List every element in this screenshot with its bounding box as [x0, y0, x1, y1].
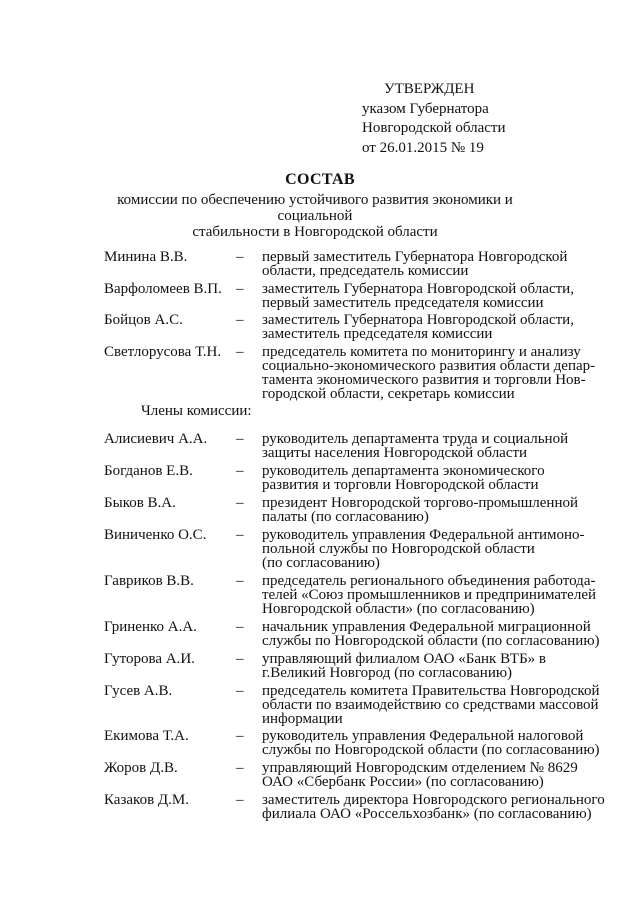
member-role	[262, 528, 607, 570]
dash: –	[236, 792, 244, 808]
member-name: Быков В.А.	[104, 495, 176, 511]
dash: –	[236, 312, 244, 328]
approval-line: Новгородской области	[362, 120, 506, 136]
role-line: службы по Новгородской области (по согласованию)	[262, 742, 600, 758]
dash: –	[236, 728, 244, 744]
member-role	[262, 652, 607, 680]
member-name: Алисиевич А.А.	[104, 431, 208, 447]
role-line: палаты (по согласованию)	[262, 509, 429, 525]
role-line: председатель регионального объединения работода-	[262, 573, 596, 589]
role-line: г.Великий Новгород (по согласованию)	[262, 665, 513, 681]
role-line: управляющий Новгородским отделением № 8629	[262, 760, 578, 776]
dash: –	[236, 683, 244, 699]
member-role	[262, 761, 607, 789]
dash: –	[236, 463, 244, 479]
role-line: Новгородской области» (по согласованию)	[262, 601, 535, 617]
role-line: руководитель управления Федеральной налоговой	[262, 728, 584, 744]
role-line: области по взаимодействию со средствами массовой	[262, 697, 599, 713]
role-line: начальник управления Федеральной миграционной	[262, 619, 591, 635]
role-line: управляющий филиалом ОАО «Банк ВТБ» в	[262, 651, 547, 667]
member-role	[262, 620, 607, 648]
role-line: филиала ОАО «Россельхозбанк» (по согласованию)	[262, 806, 592, 822]
subtitle-line: комиссии по обеспечению устойчивого развития экономики и социальной	[117, 192, 513, 224]
role-line: председатель комитета по мониторингу и анализу	[262, 344, 581, 360]
member-name: Екимова Т.А.	[104, 728, 189, 744]
role-line: тамента экономического развития и торговли Нов-	[262, 372, 586, 388]
member-name: Казаков Д.М.	[104, 792, 189, 808]
role-line: информации	[262, 711, 343, 727]
document-subtitle	[80, 192, 550, 240]
role-line: (по согласованию)	[262, 555, 380, 571]
member-role	[262, 345, 607, 401]
approval-stamp	[362, 80, 506, 158]
document-title: СОСТАВ	[285, 171, 355, 188]
role-line: ОАО «Сбербанк России» (по согласованию)	[262, 774, 544, 790]
approval-heading: УТВЕРЖДЕН	[384, 81, 475, 97]
dash: –	[236, 249, 244, 265]
member-role	[262, 496, 607, 524]
member-name: Бойцов А.С.	[104, 312, 183, 328]
member-name: Светлорусова Т.Н.	[104, 344, 222, 360]
role-line: социально-экономического развития области депар-	[262, 358, 596, 374]
member-name: Варфоломеев В.П.	[104, 281, 222, 297]
dash: –	[236, 495, 244, 511]
role-line: председатель комитета Правительства Новгородской	[262, 683, 600, 699]
member-role	[262, 282, 607, 310]
role-line: заместитель Губернатора Новгородской области,	[262, 281, 574, 297]
member-name: Гриненко А.А.	[104, 619, 197, 635]
role-line: президент Новгородской торгово-промышленной	[262, 495, 578, 511]
member-role	[262, 313, 607, 341]
member-name: Минина В.В.	[104, 249, 188, 265]
role-line: телей «Союз промышленников и предпринимателей	[262, 587, 597, 603]
dash: –	[236, 760, 244, 776]
subtitle-line: стабильности в Новгородской области	[192, 224, 438, 240]
dash: –	[236, 344, 244, 360]
member-name: Гуторова А.И.	[104, 651, 195, 667]
role-line: первый заместитель Губернатора Новгородской	[262, 249, 568, 265]
role-line: развития и торговли Новгородской области	[262, 477, 539, 493]
member-name: Жоров Д.В.	[104, 760, 178, 776]
dash: –	[236, 651, 244, 667]
member-role	[262, 574, 607, 616]
role-line: защиты населения Новгородской области	[262, 445, 528, 461]
member-role	[262, 464, 607, 492]
role-line: руководитель управления Федеральной антимоно-	[262, 527, 585, 543]
dash: –	[236, 431, 244, 447]
role-line: заместитель Губернатора Новгородской области,	[262, 312, 574, 328]
member-role	[262, 729, 607, 757]
member-role	[262, 793, 607, 821]
member-name: Гавриков В.В.	[104, 573, 194, 589]
role-line: руководитель департамента труда и социальной	[262, 431, 569, 447]
dash: –	[236, 573, 244, 589]
role-line: руководитель департамента экономического	[262, 463, 545, 479]
role-line: заместитель председателя комиссии	[262, 326, 493, 342]
role-line: польной службы по Новгородской области	[262, 541, 535, 557]
dash: –	[236, 619, 244, 635]
approval-date: от 26.01.2015 № 19	[362, 139, 484, 156]
role-line: заместитель директора Новгородского регионального	[262, 792, 605, 808]
member-name: Богданов Е.В.	[104, 463, 193, 479]
role-line: области, председатель комиссии	[262, 263, 469, 279]
member-role	[262, 250, 607, 278]
role-line: городской области, секретарь комиссии	[262, 386, 515, 402]
member-role	[262, 684, 607, 726]
member-name: Виниченко О.С.	[104, 527, 207, 543]
approval-line: указом Губернатора	[362, 100, 489, 117]
dash: –	[236, 527, 244, 543]
dash: –	[236, 281, 244, 297]
member-role	[262, 432, 607, 460]
role-line: первый заместитель председателя комиссии	[262, 295, 544, 311]
member-name: Гусев А.В.	[104, 683, 173, 699]
role-line: службы по Новгородской области (по согласованию)	[262, 633, 600, 649]
members-heading: Члены комиссии:	[141, 403, 252, 419]
